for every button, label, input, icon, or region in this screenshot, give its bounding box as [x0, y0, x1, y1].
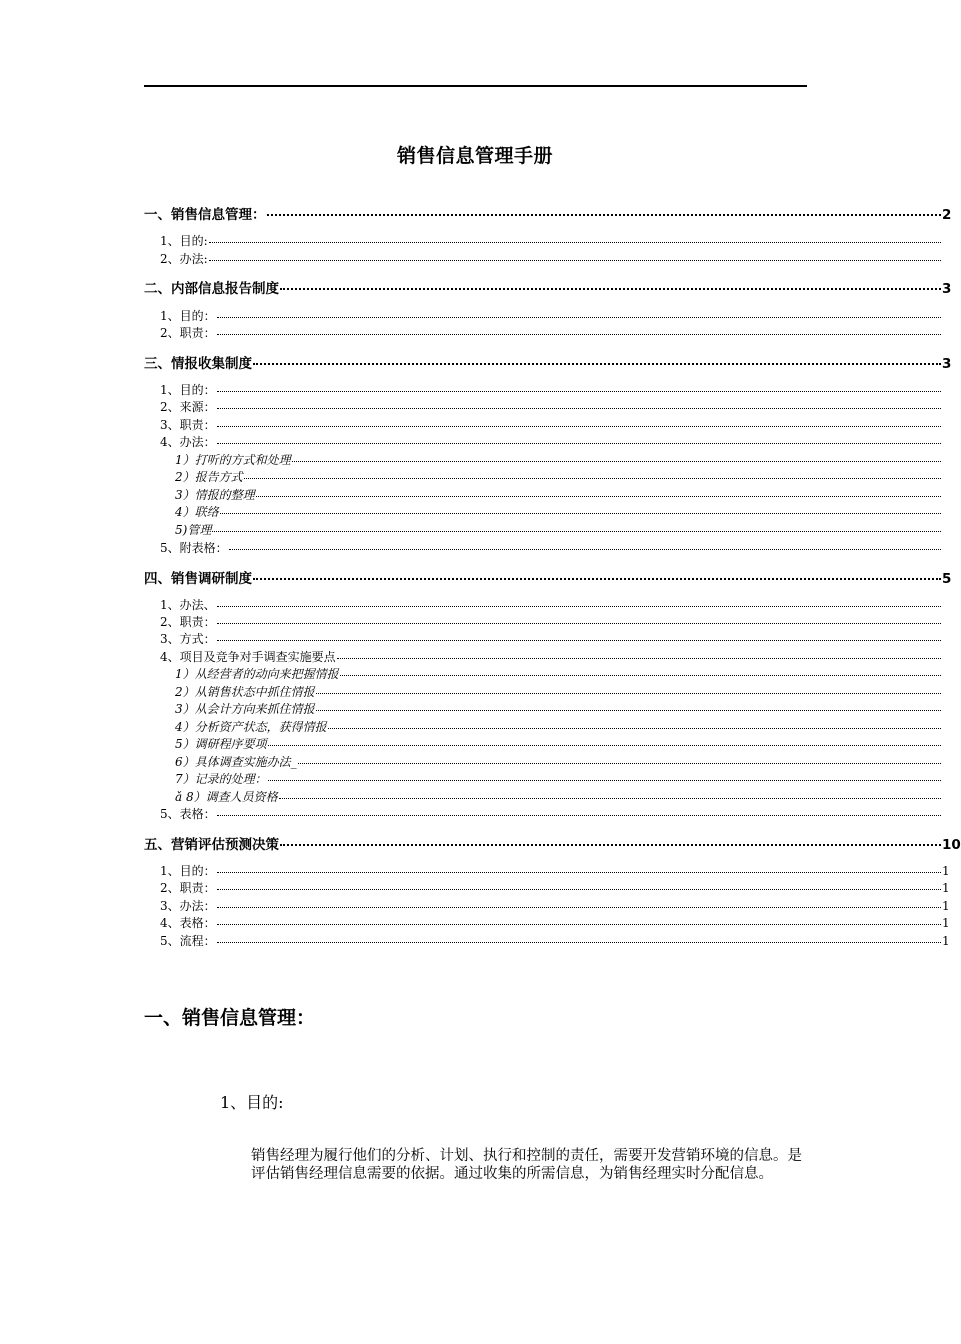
toc-dot-leader — [298, 763, 941, 764]
toc-page-number: 1 — [942, 916, 950, 930]
toc-dot-leader — [217, 317, 941, 318]
toc-dot-leader — [253, 363, 941, 365]
toc-page-number: 3 — [942, 281, 952, 297]
toc-entry-label: 4）分析资产状态，获得情报 — [175, 720, 327, 734]
toc-dot-leader — [217, 942, 941, 943]
toc-dot-leader — [229, 549, 941, 550]
body-paragraph: 销售经理为履行他们的分析、计划、执行和控制的责任，需要开发营销环境的信息。是评估销售经理信息需要的依据。通过收集的所需信息，为销售经理实时分配信息。 — [251, 1148, 802, 1182]
toc-subsection-entry[interactable] — [175, 735, 950, 752]
toc-dot-leader — [209, 242, 941, 243]
toc-chapter-entry[interactable] — [144, 567, 950, 587]
toc-section-entry[interactable] — [160, 932, 950, 949]
toc-section-entry[interactable] — [160, 307, 950, 324]
toc-section-entry[interactable] — [160, 648, 950, 665]
toc-subsection-entry[interactable] — [175, 718, 950, 735]
toc-dot-leader — [217, 623, 941, 624]
toc-section-entry[interactable] — [160, 398, 950, 415]
toc-chapter-entry[interactable] — [144, 277, 950, 297]
toc-entry-label: 3、职责： — [160, 418, 216, 432]
toc-subsection-entry[interactable] — [175, 468, 950, 485]
toc-section-entry[interactable] — [160, 914, 950, 931]
section-subheading: 1、目的: — [220, 1093, 284, 1112]
toc-entry-label: 3、方式： — [160, 632, 216, 646]
toc-entry-label: 1）打听的方式和处理 — [175, 453, 291, 467]
toc-dot-leader — [212, 531, 941, 532]
toc-entry-label: 2、办法: — [160, 252, 208, 266]
toc-dot-leader — [217, 889, 941, 890]
toc-dot-leader — [217, 606, 941, 607]
toc-section-entry[interactable] — [160, 862, 950, 879]
toc-entry-label: 7）记录的处理： — [175, 772, 267, 786]
toc-dot-leader — [217, 391, 941, 392]
toc-subsection-entry[interactable] — [175, 683, 950, 700]
toc-dot-leader — [217, 872, 941, 873]
toc-entry-label: 3）情报的整理 — [175, 488, 255, 502]
toc-entry-label: 1、目的: — [160, 234, 208, 248]
toc-entry-label: 2、来源： — [160, 400, 216, 414]
toc-dot-leader — [217, 924, 941, 925]
toc-entry-label: 1、办法、 — [160, 598, 216, 612]
toc-chapter-entry[interactable] — [144, 352, 950, 372]
toc-section-entry[interactable] — [160, 613, 950, 630]
toc-subsection-entry[interactable] — [175, 521, 950, 538]
toc-entry-label: 4、表格： — [160, 916, 216, 930]
toc-entry-label: 3）从会计方向来抓住情报 — [175, 702, 315, 716]
toc-section-entry[interactable] — [160, 324, 950, 341]
toc-dot-leader — [217, 443, 941, 444]
toc-entry-label: 5)管理 — [175, 523, 212, 537]
toc-entry-label: 4、项目及竞争对手调查实施要点 — [160, 650, 336, 664]
toc-dot-leader — [316, 710, 941, 711]
toc-dot-leader — [292, 461, 941, 462]
toc-dot-leader — [340, 675, 941, 676]
toc-entry-label: 2）报告方式 — [175, 470, 243, 484]
toc-dot-leader — [316, 693, 941, 694]
toc-dot-leader — [328, 728, 941, 729]
toc-dot-leader — [244, 478, 941, 479]
toc-page-number: 2 — [942, 207, 952, 223]
toc-subsection-entry[interactable] — [175, 486, 950, 503]
toc-entry-label: 1、目的： — [160, 383, 216, 397]
toc-dot-leader — [209, 260, 941, 261]
toc-entry-label: 1、目的： — [160, 864, 216, 878]
toc-entry-label: 5、附表格： — [160, 541, 228, 555]
toc-entry-label: 5、表格： — [160, 807, 216, 821]
toc-section-entry[interactable] — [160, 250, 950, 267]
toc-entry-label: 三、情报收集制度 — [144, 356, 252, 372]
toc-entry-label: 1、目的： — [160, 309, 216, 323]
toc-subsection-entry[interactable] — [175, 700, 950, 717]
toc-entry-label: 一、销售信息管理： — [144, 207, 266, 223]
section-heading: 一、销售信息管理： — [144, 1007, 316, 1029]
toc-entry-label: 2）从销售状态中抓住情报 — [175, 685, 315, 699]
toc-dot-leader — [217, 334, 941, 335]
toc-dot-leader — [217, 907, 941, 908]
toc-dot-leader — [267, 214, 942, 216]
toc-dot-leader — [279, 798, 941, 799]
toc-section-entry[interactable] — [160, 879, 950, 896]
toc-entry-label: 五、营销评估预测决策 — [144, 837, 279, 853]
toc-page-number: 1 — [942, 899, 950, 913]
document-title: 销售信息管理手册 — [396, 145, 553, 167]
toc-page-number: 5 — [942, 571, 952, 587]
toc-section-entry[interactable] — [160, 596, 950, 613]
toc-dot-leader — [217, 815, 941, 816]
toc-entry-label: 3、办法： — [160, 899, 216, 913]
toc-entry-label: 6）具体调查实施办法_ — [175, 755, 297, 769]
toc-entry-label: 2、职责： — [160, 615, 216, 629]
toc-section-entry[interactable] — [160, 416, 950, 433]
toc-dot-leader — [217, 426, 941, 427]
toc-page-number: 1 — [942, 934, 950, 948]
toc-entry-label: 2、职责： — [160, 881, 216, 895]
toc-section-entry[interactable] — [160, 381, 950, 398]
toc-page-number: 3 — [942, 356, 952, 372]
toc-entry-label: 二、内部信息报告制度 — [144, 281, 279, 297]
toc-subsection-entry[interactable] — [175, 753, 950, 770]
toc-entry-label: 四、销售调研制度 — [144, 571, 252, 587]
toc-subsection-entry[interactable] — [175, 665, 950, 682]
toc-entry-label: 4、办法： — [160, 435, 216, 449]
toc-subsection-entry[interactable] — [175, 451, 950, 468]
toc-entry-label: 5）调研程序要项 — [175, 737, 267, 751]
toc-section-entry[interactable] — [160, 433, 950, 450]
toc-entry-label: 2、职责： — [160, 326, 216, 340]
toc-dot-leader — [280, 844, 941, 846]
toc-chapter-entry[interactable] — [144, 833, 961, 853]
toc-section-entry[interactable] — [160, 897, 950, 914]
toc-section-entry[interactable] — [160, 805, 950, 822]
toc-dot-leader — [217, 408, 941, 409]
toc-dot-leader — [337, 658, 941, 659]
toc-subsection-entry[interactable] — [175, 788, 950, 805]
toc-dot-leader — [253, 578, 941, 580]
toc-entry-label: 1）从经营者的动向来把握情报 — [175, 667, 339, 681]
toc-entry-label: 5、流程： — [160, 934, 216, 948]
toc-section-entry[interactable] — [160, 232, 950, 249]
toc-entry-label: ǎ 8）调查人员资格 — [175, 790, 278, 804]
toc-section-entry[interactable] — [160, 630, 950, 647]
toc-entry-label: 4）联络 — [175, 505, 219, 519]
toc-dot-leader — [268, 780, 941, 781]
toc-page-number: 1 — [942, 881, 950, 895]
toc-dot-leader — [217, 640, 941, 641]
toc-dot-leader — [280, 288, 941, 290]
toc-subsection-entry[interactable] — [175, 503, 950, 520]
toc-dot-leader — [256, 496, 941, 497]
toc-page-number: 1 — [942, 864, 950, 878]
toc-section-entry[interactable] — [160, 539, 950, 556]
toc-dot-leader — [220, 513, 941, 514]
toc-chapter-entry[interactable] — [144, 203, 950, 223]
toc-subsection-entry[interactable] — [175, 770, 950, 787]
toc-page-number: 10 — [942, 837, 961, 853]
toc-dot-leader — [268, 745, 941, 746]
